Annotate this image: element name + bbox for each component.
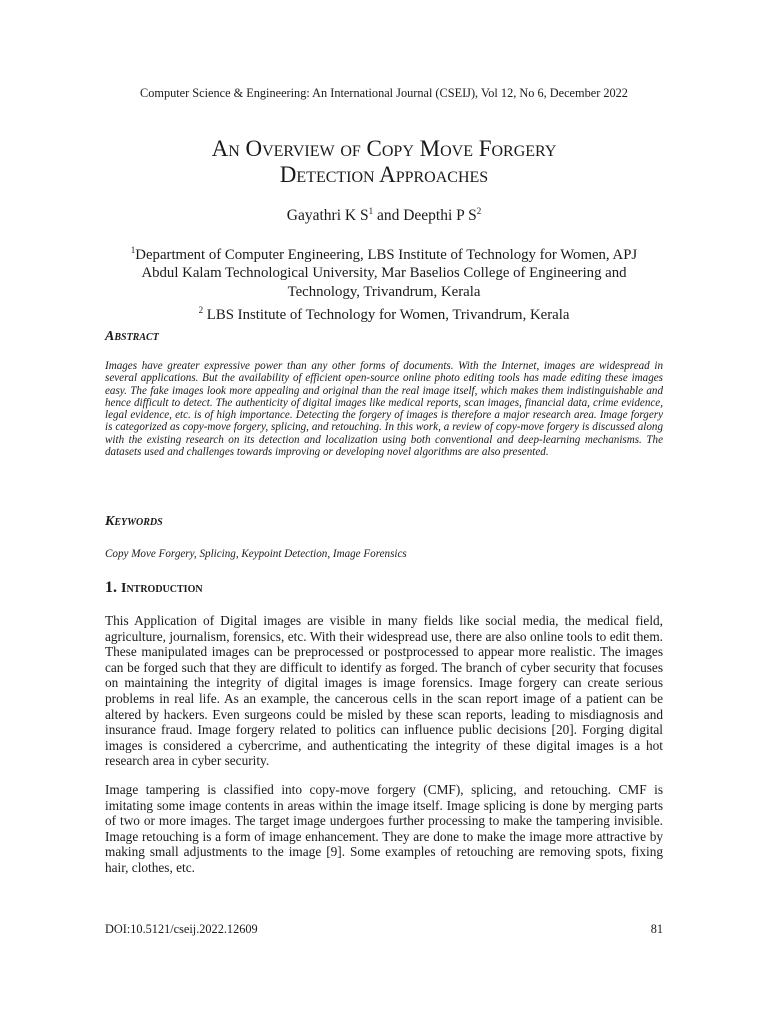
author-2: Deepthi P S: [403, 207, 477, 225]
affiliation-line-3: Technology, Trivandrum, Kerala: [287, 283, 481, 300]
keywords-text: Copy Move Forgery, Splicing, Keypoint Detection, Image Forensics: [105, 548, 407, 560]
affiliation-2-mark: 2: [198, 304, 204, 315]
author-1-affiliation-mark: 1: [368, 206, 374, 216]
doi-footer: DOI:10.5121/cseij.2022.12609: [105, 922, 258, 936]
author-1: Gayathri K S: [286, 207, 369, 225]
paper-title: [60, 136, 708, 188]
introduction-paragraph-2: Image tampering is classified into copy-move forgery (CMF), splicing, and retouching. CMF is imitating some image contents in areas within the image itself. Image splicing is done by merging parts of two or more images. The target image undergoes further processing to make the tampering invisible. Image retouching is a form of image enhancement. They are done to make the image more attractive by making small adjustments to the image [9]. Some examples of retouching are removing spots, fixing hair, clothes, etc.: [105, 782, 663, 875]
affiliation-1-mark: 1: [130, 245, 136, 255]
affiliation-line-4: $^2$ LBS Institute of Technology for Women, Trivandrum, Kerala: [198, 304, 570, 323]
introduction-paragraph-1: This Application of Digital images are visible in many fields like social media, the medical field, agriculture, journalism, forensics, etc. With their widespread use, there are also online tools to edit them. These manipulated images can be preprocessed or postprocessed to appear more realistic. The images can be forged such that they are difficult to identify as forged. The branch of cyber security that focuses on maintaining the integrity of digital images is image forensics. Image forgery can create serious problems in real life. As an example, the cancerous cells in the scan report image of a patient can be altered by hackers. Even surgeons could be misled by these scan reports, leading to misdiagnosis and insurance fraud. Image forgery related to politics can influence public decisions [20]. Forging digital images is considered a cybercrime, and authenticating the integrity of these digital images is a hot research area in cyber security.: [105, 613, 663, 769]
page-number: 81: [650, 922, 663, 936]
affiliation-line-1: $^1$Department of Computer Engineering, LBS Institute of Technology for Women, APJ: [130, 245, 638, 263]
journal-header: Computer Science & Engineering: An International Journal (CSEIJ), Vol 12, No 6, December 2022: [140, 86, 628, 100]
introduction-heading: [105, 579, 203, 597]
author-conjunction: and: [373, 207, 404, 225]
keywords-heading: Keywords: [105, 514, 163, 529]
author-2-affiliation-mark: 2: [476, 206, 482, 216]
title-line-2: Detection Approaches: [279, 162, 489, 187]
title-line-1: An Overview of Copy Move Forgery: [211, 136, 557, 161]
section-number: 1.: [105, 579, 121, 596]
author-list: [0, 206, 768, 225]
affiliations: [90, 241, 678, 324]
section-title: Introduction: [121, 581, 203, 596]
affiliation-line-2: Abdul Kalam Technological University, Mar Baselios College of Engineering and: [141, 265, 627, 282]
abstract-heading: Abstract: [105, 329, 159, 344]
abstract-text: Images have greater expressive power than any other forms of documents. With the Internet, images are widespread in several applications. But the availability of efficient open-source online photo editing tools has made editing these images easy. The fake images look more appealing and original than the real image itself, which makes them indistinguishable and hence difficult to detect. The authenticity of digital images like medical reports, scan images, financial data, crime evidence, legal evidence, etc. is of high importance. Detecting the forgery of images is therefore a major research area. Image forgery is categorized as copy-move forgery, splicing, and retouching. In this work, a review of copy-move forgery is discussed along with the existing research on its detection and localization using both conventional and deep-learning mechanisms. The datasets used and challenges towards improving or developing novel algorithms are also presented.: [105, 360, 663, 459]
